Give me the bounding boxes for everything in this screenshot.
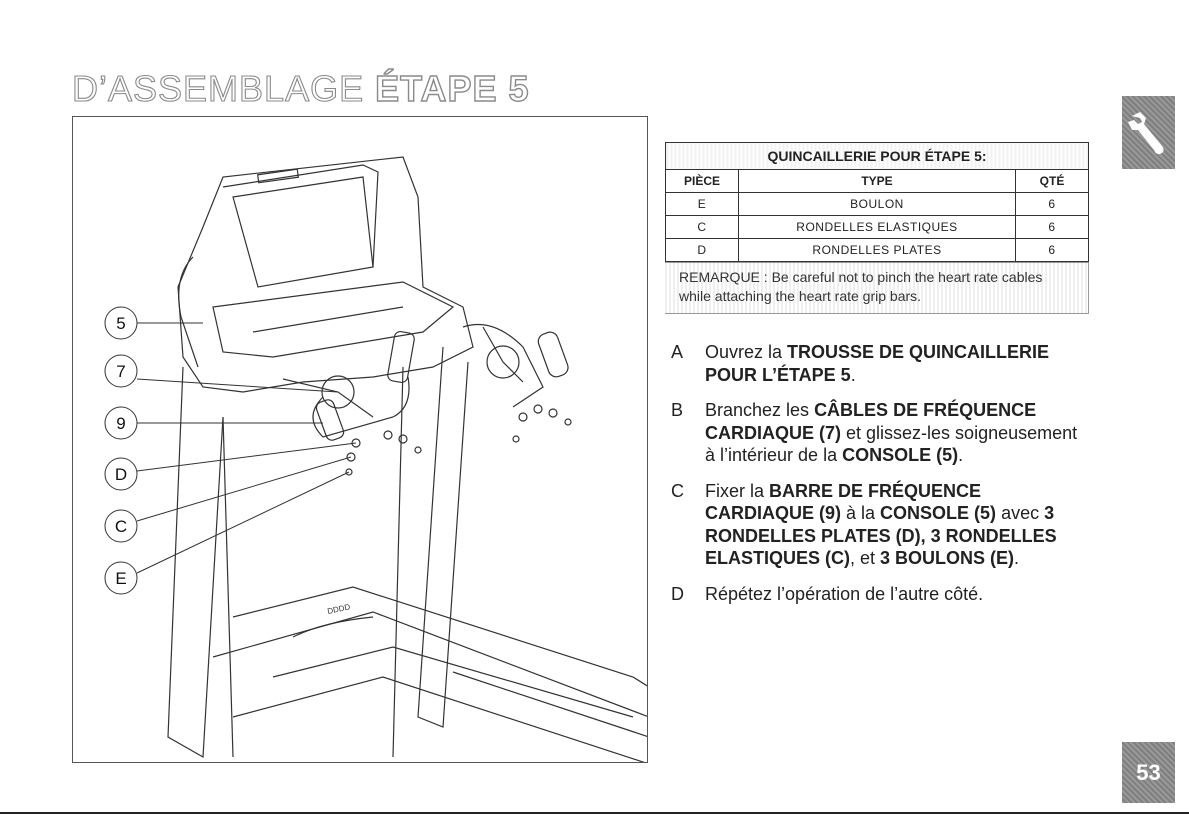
- step-d: [665, 583, 1085, 606]
- note-box: REMARQUE : Be careful not to pinch the heart rate cables while attaching the heart rate grip bars.: [665, 262, 1089, 314]
- hardware-table: [665, 142, 1089, 262]
- step-text: Répétez l’opération de l’autre côté.: [705, 583, 984, 604]
- callout-label-C: C: [114, 517, 128, 536]
- step-emphasis: BARRE DE FRÉQUENCE CARDIAQUE (9): [705, 480, 982, 523]
- step-emphasis: TROUSSE DE QUINCAILLERIE POUR L’ÉTAPE 5: [705, 342, 1050, 385]
- step-text: Branchez les: [705, 400, 815, 420]
- step-emphasis: 3 BOULONS (E): [880, 548, 1015, 568]
- step-b: [665, 399, 1085, 467]
- title-bold: ÉTAPE 5: [375, 68, 530, 109]
- step-text: .: [1014, 548, 1020, 568]
- step-letter: D: [671, 583, 684, 604]
- step-text: et glissez-les soigneusement à l’intérieur de la: [705, 422, 1078, 465]
- assembly-illustration: [72, 116, 648, 763]
- callout-label-9: 9: [116, 414, 126, 433]
- step-emphasis: 3 RONDELLES PLATES (D), 3 RONDELLES ELASTIQUES (C): [705, 503, 1057, 568]
- cell-type: RONDELLES PLATES: [739, 239, 1016, 262]
- section-tab: [1122, 96, 1175, 169]
- step-emphasis: CÂBLES DE FRÉQUENCE CARDIAQUE (7): [705, 400, 1037, 443]
- callout-label-7: 7: [116, 362, 126, 381]
- left-grip-bar: [313, 377, 409, 437]
- wrench-icon: [1128, 108, 1170, 158]
- step-text: , et: [850, 548, 881, 568]
- hardware-fasteners: [346, 405, 571, 475]
- title-light: D’ASSEMBLAGE: [72, 68, 365, 109]
- step-a: [665, 341, 1085, 386]
- console-outline: [178, 157, 473, 392]
- cell-qty: 6: [1016, 216, 1089, 239]
- step-letter: A: [671, 342, 684, 362]
- cell-piece: D: [666, 239, 739, 262]
- callout-label-5: 5: [116, 314, 126, 333]
- step-letter: C: [671, 480, 684, 501]
- cell-qty: 6: [1016, 193, 1089, 216]
- step-letter: B: [671, 400, 684, 420]
- console-text: DDDD: [326, 602, 352, 616]
- table-row: [666, 193, 1089, 216]
- cell-piece: C: [666, 216, 739, 239]
- table-row: [666, 216, 1089, 239]
- step-text: Ouvrez la: [705, 342, 788, 362]
- right-upright: [418, 347, 468, 727]
- table-row: [666, 239, 1089, 262]
- col-header-type: TYPE: [739, 170, 1016, 193]
- step-emphasis: CONSOLE (5): [842, 445, 959, 465]
- treadmill-deck: [213, 587, 648, 763]
- treadmill-drawing: [73, 117, 648, 763]
- col-header-piece: PIÈCE: [666, 170, 739, 193]
- step-text: avec: [996, 503, 1045, 523]
- page-number: 53: [1122, 742, 1175, 803]
- step-text: .: [958, 445, 964, 465]
- step-emphasis: CONSOLE (5): [880, 503, 997, 523]
- instruction-steps: [665, 341, 1085, 618]
- right-grip-bar: [463, 325, 543, 408]
- cell-type: BOULON: [739, 193, 1016, 216]
- left-upright: [168, 367, 223, 757]
- cell-qty: 6: [1016, 239, 1089, 262]
- step-c: [665, 480, 1085, 570]
- cell-type: RONDELLES ELASTIQUES: [739, 216, 1016, 239]
- step-text: .: [850, 364, 856, 385]
- page-title: [72, 68, 529, 110]
- callout-label-E: E: [115, 569, 127, 588]
- cell-piece: E: [666, 193, 739, 216]
- bottom-rule: [0, 812, 1189, 814]
- col-header-qty: QTÉ: [1016, 170, 1089, 193]
- callout-label-D: D: [114, 465, 128, 484]
- step-text: à la: [841, 503, 881, 523]
- step-text: Fixer la: [705, 480, 770, 501]
- hardware-table-caption: QUINCAILLERIE POUR ÉTAPE 5:: [666, 143, 1089, 170]
